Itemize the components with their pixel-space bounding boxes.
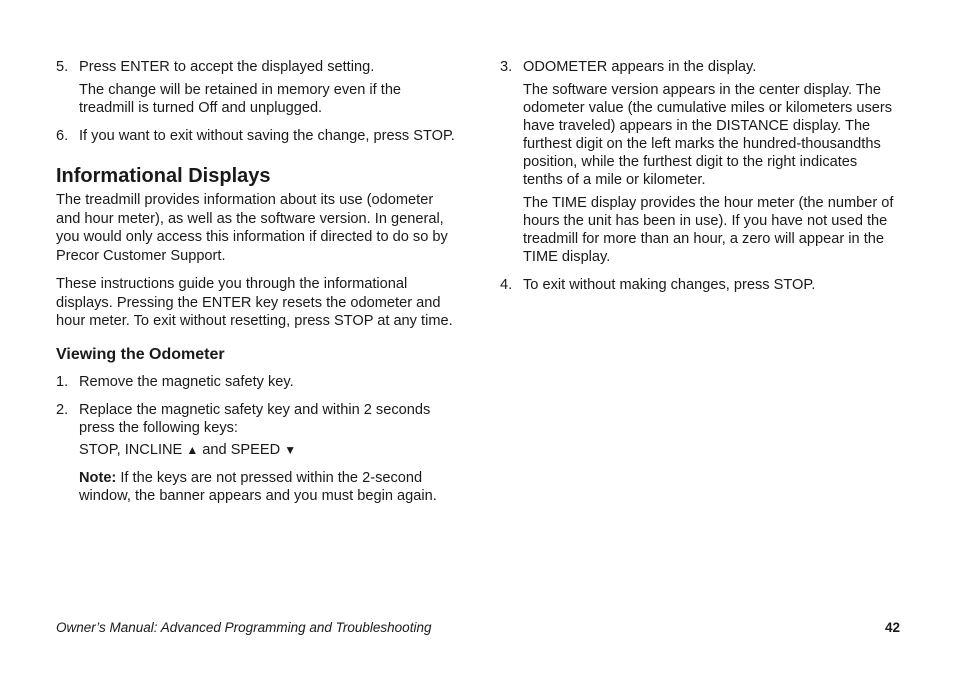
instructions-paragraph: These instructions guide you through the informational displays. Pressing the ENTER key resets the odometer and hour meter. To exit without resetting, press STOP at any time. xyxy=(56,276,453,329)
step-1 xyxy=(56,373,456,391)
key-sequence xyxy=(79,441,456,459)
step-text: Remove the magnetic safety key. xyxy=(79,373,294,390)
step-text: ODOMETER appears in the display. xyxy=(523,59,757,75)
note-text: If the keys are not pressed within the 2-second window, the banner appears and you must begin again. xyxy=(79,469,437,504)
step-5 xyxy=(56,58,456,76)
page-number: 42 xyxy=(884,620,900,635)
step-number: 6. xyxy=(56,128,69,144)
step-5-note: The change will be retained in memory even if the treadmill is turned Off and unplugged. xyxy=(79,82,402,116)
intro-paragraph: The treadmill provides information about its use (odometer and hour meter), as well as the software version. In general, you would only access this information if directed to do so by Precor Customer Support. xyxy=(56,192,448,264)
down-triangle-icon: ▼ xyxy=(284,442,297,457)
step-text: Replace the magnetic safety key and within 2 seconds press the following keys: xyxy=(79,401,431,436)
up-triangle-icon: ▲ xyxy=(186,442,199,457)
step-2 xyxy=(56,401,456,437)
step-text: Press ENTER to accept the displayed setting. xyxy=(79,59,375,75)
step-4 xyxy=(500,276,900,294)
keys-speed: and SPEED xyxy=(202,441,281,458)
step-6 xyxy=(56,127,456,145)
note-label: Note: xyxy=(79,469,117,486)
step-number: 5. xyxy=(56,59,69,75)
step-text: If you want to exit without saving the change, press STOP. xyxy=(79,128,455,144)
step-number: 3. xyxy=(500,59,513,75)
step-number: 1. xyxy=(56,373,69,390)
step-number: 2. xyxy=(56,401,69,418)
right-column xyxy=(500,58,900,294)
step-text: To exit without making changes, press STOP. xyxy=(523,277,816,293)
section-title: Informational Displays xyxy=(56,165,271,187)
step-2-note xyxy=(79,469,456,505)
step-3-paragraph-b: The TIME display provides the hour meter (the number of hours the unit has been in use). If you have not used the treadmill for more than an hour, a zero will appear in the TIME display. xyxy=(523,195,894,265)
footer-title: Owner’s Manual: Advanced Programming and Troubleshooting xyxy=(56,620,432,635)
keys-stop-incline: STOP, INCLINE xyxy=(79,441,183,458)
step-3 xyxy=(500,58,900,76)
left-column xyxy=(56,58,456,505)
step-3-paragraph-a: The software version appears in the center display. The odometer value (the cumulative miles or kilometers users have traveled) appears in the DISTANCE display. The furthest digit on the left marks the hundred-thousandths position, while the furthest digit to the right indicates tenths of a mile or kilometer. xyxy=(523,82,893,188)
step-number: 4. xyxy=(500,277,513,293)
page-footer xyxy=(56,619,900,637)
subsection-title: Viewing the Odometer xyxy=(56,345,225,363)
